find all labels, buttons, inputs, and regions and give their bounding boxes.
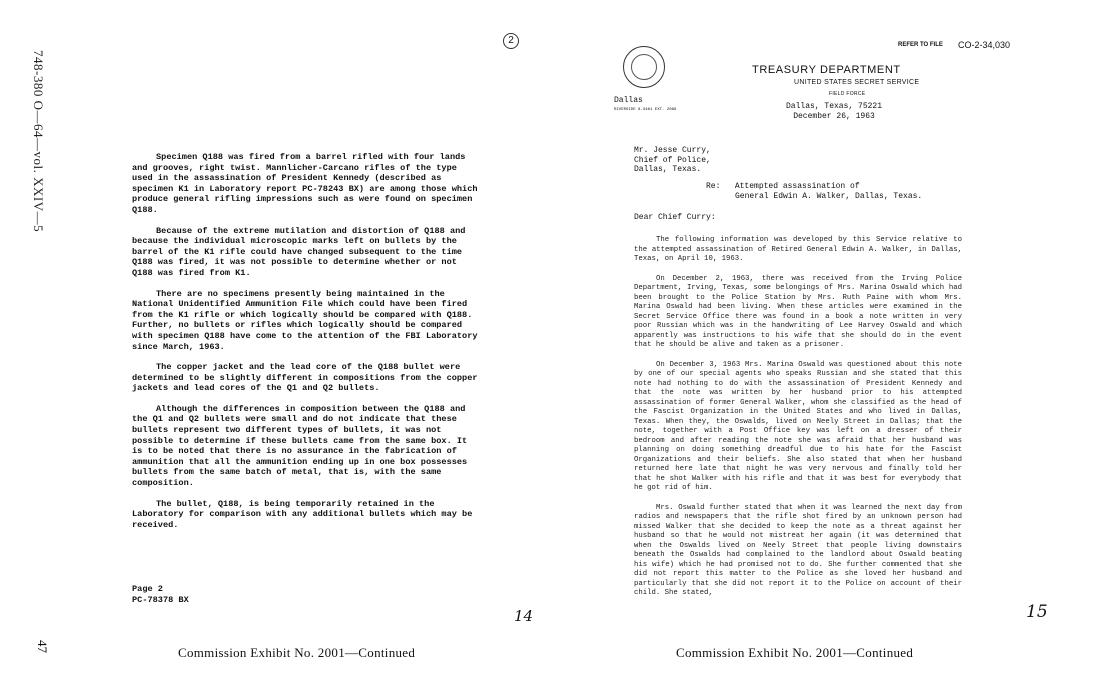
file-number: CO-2-34,030 bbox=[958, 40, 1011, 50]
salutation: Dear Chief Curry: bbox=[634, 213, 716, 222]
letter-place-date bbox=[786, 102, 882, 122]
exhibit-caption: Commission Exhibit No. 2001—Continued bbox=[178, 645, 416, 660]
report-paragraph: There are no specimens presently being maintained in the National Unidentified Ammunition File which could have been fired from the K1 rifle or which logically should be compared with Q188. Further, no bullets or rifles which logically should be compared with specimen Q188 have come to the attention of the FBI Laboratory since March, 1963. bbox=[132, 288, 478, 352]
refer-label: REFER TO FILE bbox=[898, 42, 943, 48]
service-heading: UNITED STATES SECRET SERVICE bbox=[794, 79, 920, 86]
addressee-line: Mr. Jesse Curry, bbox=[634, 146, 711, 155]
page-number: 47 bbox=[35, 640, 50, 653]
letter-city: Dallas, Texas, 75221 bbox=[786, 102, 883, 111]
report-page-label: Page 2 bbox=[132, 584, 163, 594]
addressee-block bbox=[634, 146, 711, 175]
handwritten-page-number: 15 bbox=[1026, 602, 1048, 622]
report-reference: PC-78378 BX bbox=[132, 594, 189, 605]
letter-body bbox=[634, 236, 962, 609]
letter-paragraph: On December 2, 1963, there was received from the Irving Police Department, Irving, Texas, some belongings of Mrs. Marina Oswald which had been brought to the Police Station by Mrs. Ruth Paine with whom Mrs. Marina Oswald had been living. When these articles were examined in the Secret Service Office there was found in a book a note written in very poor Russian which was in the handwriting of Lee Harvey Oswald and which apparently was instructions to his wife that she should do in the event that he should be alive and taken as a prisoner. bbox=[634, 274, 962, 349]
report-paragraph: Specimen Q188 was fired from a barrel rifled with four lands and grooves, right twist. Mannlicher-Carcano rifles of the type used in the assassination of President Kennedy (described as specimen K1 in Laboratory report PC-78243 BX) are among those which produce general rifling impressions such as were found on specimen Q188. bbox=[132, 152, 478, 215]
force-heading: FIELD FORCE bbox=[829, 91, 866, 97]
phone-line bbox=[614, 105, 676, 113]
letter-paragraph: The following information was developed by this Service relative to the attempted assassination of Retired General Edwin A. Walker, in Dallas, Texas, on April 10, 1963. bbox=[634, 236, 962, 263]
subject-line bbox=[706, 182, 922, 201]
subject-label: Re: bbox=[706, 182, 721, 191]
report-footer bbox=[132, 584, 189, 605]
department-heading: TREASURY DEPARTMENT bbox=[752, 64, 901, 76]
addressee-line: Dallas, Texas. bbox=[634, 165, 702, 174]
report-paragraph: The copper jacket and the lead core of the Q188 bullet were determined to be slightly different in compositions from the copper jackets and lead cores of the Q1 and Q2 bullets. bbox=[132, 362, 478, 394]
letter-paragraph: On December 3, 1963 Mrs. Marina Oswald was questioned about this note by one of our special agents who speaks Russian and she stated that this note had nothing to do with the assassination of President Kennedy and that the note was written by her husband prior to his attempted assassination of former General Walker, whom she classified as the head of the Fascist Organization in the United States and who lived in Dallas, Texas. When they, the Oswalds, lived on Neely Street in Dallas; that the note, together with a Post Office key was left on a dresser of their bedroom and after reading the note she was afraid that her husband was planning on doing something dreadful due to his hate for the Fascist Organizations and their beliefs. She also stated that when her husband returned here late that night he was very nervous and finally told her that he shot Walker with his rifle and that it was best for everybody that he got rid of him. bbox=[634, 360, 962, 492]
letter-date: December 26, 1963 bbox=[793, 112, 875, 121]
report-paragraph: The bullet, Q188, is being temporarily retained in the Laboratory for comparison with any additional bullets which may be received. bbox=[132, 498, 473, 530]
phone-label: RIVERSIDE 8-3461 EXT. 2089 bbox=[614, 108, 677, 112]
treasury-seal-icon bbox=[623, 46, 665, 88]
exhibit-caption: Commission Exhibit No. 2001—Continued bbox=[676, 645, 914, 660]
subject-text: General Edwin A. Walker, Dallas, Texas. bbox=[735, 191, 923, 201]
lab-report-body bbox=[132, 152, 482, 540]
circled-page-mark: 2 bbox=[503, 33, 519, 49]
letter-paragraph: Mrs. Oswald further stated that when it was learned the next day from radios and newspapers that the rifle shot fired by an unknown person had missed Walker that she decided to keep the note as a threat against her husband so that he would not mistreat her again (it was determined that when the Oswalds lived on Neely Street that people living downstairs beneath the Oswalds had complained to the landlord about Oswald beating his wife) which he had promised not to do. She further commented that she did not report this matter to the Police as she loved her husband and particularly that she did not report it to the Police on account of their child. She stated, bbox=[634, 503, 962, 597]
handwritten-page-number: 14 bbox=[514, 607, 534, 625]
volume-spine-text: 748-380 O—64—vol. XXIV—5 bbox=[31, 50, 46, 233]
office-name: Dallas bbox=[614, 96, 643, 105]
report-paragraph: Because of the extreme mutilation and distortion of Q188 and because the individual microscopic marks left on bullets by the barrel of the K1 rifle could have changed subsequent to the time Q188 was fired, it was not possible to determine whether or not Q188 was fired from K1. bbox=[132, 225, 466, 278]
report-paragraph: Although the differences in composition between the Q188 and the Q1 and Q2 bullets were small and do not indicate that these bullets represent two different types of bullets, it was not possible to determine if these bullets came from the same box. It is to be noted that there is no assurance in the fabrication of ammunition that all the ammunition ending up in one box possesses bullets from the same batch of metal, that is, with the same composition. bbox=[132, 403, 468, 489]
subject-text: Attempted assassination of bbox=[734, 182, 860, 191]
addressee-line: Chief of Police, bbox=[634, 155, 711, 165]
